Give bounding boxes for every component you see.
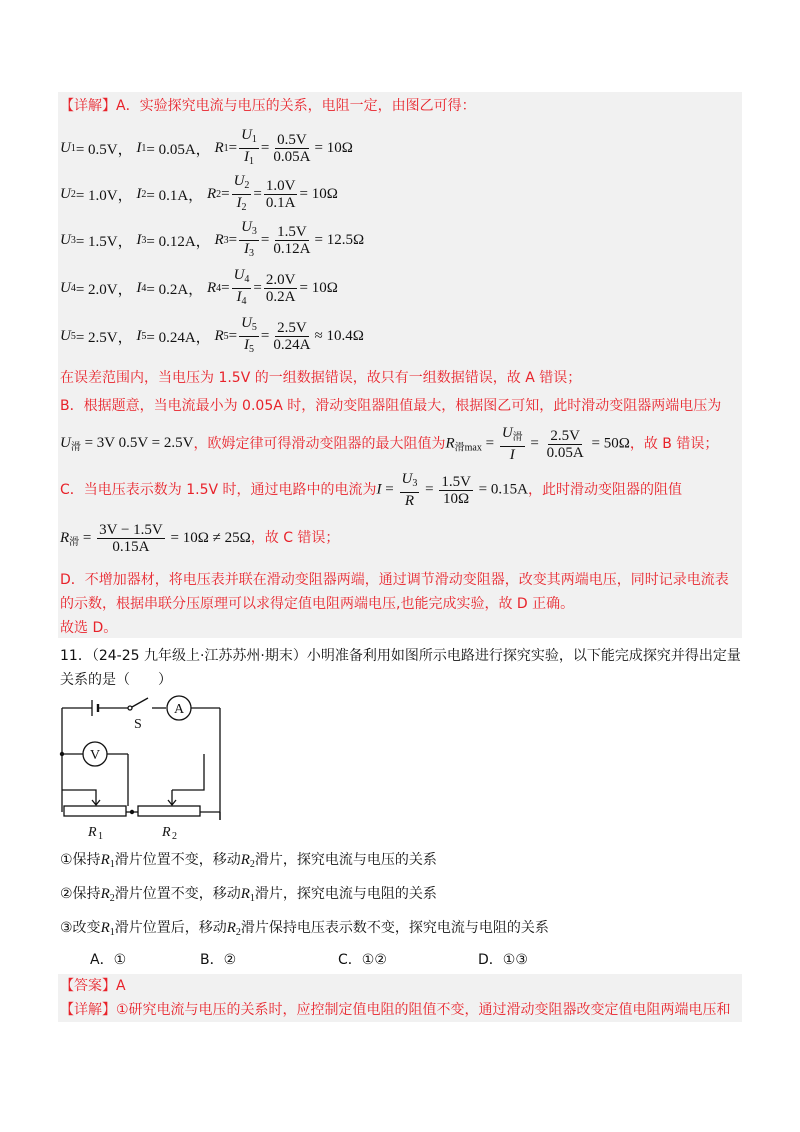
- statement-middle: 滑片位置不变，移动: [114, 852, 241, 868]
- equals-sign: =: [260, 231, 270, 248]
- fraction: [97, 522, 165, 555]
- fraction-denominator-sub: 2: [241, 201, 247, 213]
- result-value: = 10Ω: [299, 185, 338, 202]
- fraction-denominator-var: I: [509, 447, 515, 463]
- fraction-denominator-value: 0.2A: [265, 288, 296, 305]
- fraction: [400, 471, 420, 509]
- fraction: [545, 428, 586, 461]
- fraction-numerator-sub: 1: [251, 133, 257, 145]
- equals-sign: =: [228, 231, 238, 248]
- fraction-numerator-value: 2.5V: [277, 319, 307, 336]
- fraction-denominator-value: 0.05A: [273, 148, 311, 165]
- equals-sign: =: [485, 435, 495, 452]
- current-value: = 0.05A，: [146, 141, 211, 158]
- statement-1: [60, 850, 437, 875]
- u-variable: U: [60, 327, 71, 344]
- fraction-denominator-var: I: [244, 336, 249, 353]
- statement-prefix: ①保持: [60, 852, 101, 868]
- fraction: [271, 224, 312, 257]
- r-variable: R: [206, 185, 217, 202]
- r-subscript: 3: [223, 234, 229, 246]
- option-c-formula: [60, 516, 339, 560]
- fraction: [271, 320, 312, 353]
- u-subscript: 4: [70, 282, 76, 294]
- equals-sign: =: [228, 139, 238, 156]
- detail-line: [60, 1000, 731, 1020]
- fraction-denominator-var: R: [404, 493, 414, 509]
- detail-tag: 【详解】: [60, 1002, 116, 1018]
- fraction-numerator-var: U: [241, 218, 252, 235]
- i-subscript: 3: [141, 234, 147, 246]
- equals-sign: =: [260, 327, 270, 344]
- result-value: ≈ 10.4Ω: [314, 327, 364, 344]
- question-11-stem: [60, 646, 741, 666]
- fraction: [500, 425, 525, 463]
- result-value: = 12.5Ω: [314, 231, 365, 248]
- resistor-variable: R: [100, 920, 110, 936]
- ammeter-label: A: [173, 702, 185, 717]
- equals-sign: =: [221, 279, 230, 296]
- fraction: [264, 178, 298, 211]
- equals-sign: =: [260, 139, 270, 156]
- u-subscript: 3: [70, 234, 76, 246]
- voltage-value: = 1.5V，: [75, 233, 133, 250]
- option-d-line-2: 的示数，根据串联分压原理可以求得定值电阻两端电压,也能完成实验，故 D 正确。: [60, 596, 575, 612]
- i-subscript: 5: [141, 330, 147, 342]
- fraction-numerator-value: 0.5V: [277, 131, 307, 148]
- fraction-numerator-value: 2.5V: [550, 427, 580, 444]
- result-value: = 10Ω ≠ 25Ω: [170, 529, 251, 546]
- equals-sign: =: [530, 435, 539, 452]
- current-value: = 0.2A，: [146, 281, 204, 298]
- resistor-variable: R: [226, 920, 236, 936]
- fraction-numerator-value: 1.5V: [441, 473, 471, 490]
- resistor-variable: R: [100, 886, 110, 902]
- question-number: 11．: [60, 648, 92, 664]
- option-d[interactable]: D．①③: [478, 952, 528, 968]
- resistor-variable: R: [240, 886, 250, 902]
- fraction: [239, 127, 259, 170]
- result-value: = 10Ω: [314, 139, 353, 156]
- result-value: = 0.15A: [478, 481, 528, 498]
- option-b[interactable]: B．②: [200, 952, 237, 968]
- r-variable: R: [445, 435, 455, 452]
- i-variable: I: [136, 139, 142, 156]
- equals-sign: =: [253, 185, 262, 202]
- fraction-denominator-value: 0.12A: [273, 240, 311, 257]
- statement-suffix: 滑片，探究电流与电阻的关系: [254, 886, 437, 902]
- u-variable: U: [60, 279, 71, 296]
- option-c-text: C．当电压表示数为 1.5V 时，通过电路中的电流为: [60, 482, 377, 498]
- fraction: [439, 474, 473, 507]
- resistor-r2-icon: [138, 806, 200, 816]
- conclusion: 故选 D。: [60, 620, 118, 636]
- fraction-denominator-sub: 3: [249, 247, 254, 259]
- fraction-denominator-value: 0.24A: [273, 336, 311, 353]
- calc-row: [60, 128, 353, 168]
- i-variable: I: [136, 327, 142, 344]
- r-subscript: 滑: [69, 536, 80, 548]
- fraction-numerator-sub: 4: [244, 273, 250, 285]
- i-variable: I: [376, 481, 382, 498]
- switch-label: S: [134, 717, 142, 732]
- i-subscript: 2: [141, 188, 147, 200]
- answer-line: [60, 976, 126, 996]
- u-subscript: 5: [70, 330, 76, 342]
- option-d-line-1: D．不增加器材，将电压表并联在滑动变阻器两端，通过调节滑动变阻器，改变其两端电压，同时记录电流表: [60, 572, 729, 588]
- question-stem-line-2: 关系的是（ ）: [60, 672, 172, 688]
- i-subscript: 1: [141, 142, 147, 154]
- equals-sign: =: [221, 185, 230, 202]
- circuit-diagram: [56, 692, 226, 842]
- fraction-numerator-var: U: [241, 126, 252, 143]
- r2-label: R: [162, 825, 171, 840]
- resistor-subscript: 2: [109, 893, 115, 904]
- resistor-subscript: 1: [249, 893, 255, 904]
- statement-3: [60, 918, 549, 943]
- current-value: = 0.24A，: [146, 329, 211, 346]
- i-variable: I: [136, 279, 142, 296]
- resistor-subscript: 1: [109, 927, 115, 938]
- result-value: = 10Ω: [299, 279, 338, 296]
- statement-prefix: ②保持: [60, 886, 101, 902]
- fraction-numerator-var: U: [241, 314, 252, 331]
- fraction-denominator-value: 0.05A: [546, 444, 584, 461]
- fraction-denominator-sub: 1: [249, 155, 254, 167]
- r-subscript: 4: [216, 282, 222, 294]
- fraction-numerator-value: 1.0V: [265, 177, 296, 194]
- r-subscript: 滑max: [454, 442, 482, 454]
- fraction-numerator-var: U: [233, 172, 245, 189]
- option-b-conclusion: ，故 B 错误；: [629, 436, 719, 452]
- error-line: 在误差范围内，当电压为 1.5V 的一组数据错误，故只有一组数据错误，故 A 错误；: [60, 370, 582, 386]
- fraction: [239, 315, 259, 358]
- r-variable: R: [60, 529, 70, 546]
- switch-lever-icon: [132, 698, 148, 707]
- fraction-numerator-sub: 滑: [512, 432, 523, 443]
- junction-dot: [60, 752, 64, 756]
- statement-2: [60, 884, 437, 909]
- result-value: = 50Ω: [591, 435, 630, 452]
- fraction-numerator-value: 1.5V: [277, 223, 307, 240]
- fraction: [264, 272, 298, 305]
- r-subscript: 2: [216, 188, 222, 200]
- voltmeter-label: V: [89, 748, 101, 763]
- detail-heading: [60, 96, 476, 116]
- answer-tag: 【答案】: [60, 978, 116, 994]
- resistor-subscript: 2: [249, 859, 255, 870]
- equals-sign: =: [425, 481, 434, 498]
- calc-row: [60, 174, 338, 214]
- voltage-value: = 2.5V，: [75, 329, 133, 346]
- u-subscript: 2: [70, 188, 76, 200]
- question-source: （24-25 九年级上·江苏苏州·期末）: [91, 648, 307, 664]
- fraction-denominator-sub: 4: [241, 295, 247, 307]
- r-variable: R: [206, 279, 217, 296]
- voltage-value: = 0.5V，: [75, 141, 133, 158]
- resistor-subscript: 2: [235, 927, 241, 938]
- equals-sign: =: [82, 529, 92, 546]
- fraction-denominator-var: I: [244, 148, 249, 165]
- u-variable: U: [60, 435, 71, 451]
- resistor-subscript: 1: [109, 859, 115, 870]
- fraction: [232, 173, 252, 216]
- equals-sign: =: [228, 327, 238, 344]
- voltage-difference: = 3V 0.5V = 2.5V: [84, 435, 194, 451]
- option-c-conclusion: ，故 C 错误；: [250, 530, 340, 546]
- statement-suffix: 滑片保持电压表示数不变，探究电流与电阻的关系: [240, 920, 549, 936]
- u-variable: U: [60, 185, 71, 202]
- detail-text: ①研究电流与电压的关系时，应控制定值电阻的阻值不变，通过滑动变阻器改变定值电阻两端电压和: [116, 1002, 731, 1018]
- fraction-numerator-sub: 5: [251, 321, 257, 333]
- option-a-intro: A．实验探究电流与电压的关系，电阻一定，由图乙可得：: [116, 98, 476, 114]
- voltage-value: = 2.0V，: [75, 281, 133, 298]
- junction-dot: [130, 810, 134, 814]
- equals-sign: =: [385, 481, 394, 498]
- fraction-numerator-sub: 3: [412, 478, 418, 489]
- fraction-denominator-value: 0.15A: [112, 538, 150, 555]
- fraction: [239, 219, 259, 262]
- r1-subscript: 1: [98, 831, 103, 842]
- resistor-variable: R: [240, 852, 250, 868]
- fraction-denominator-value: 0.1A: [265, 194, 296, 211]
- u-variable: U: [60, 139, 71, 156]
- i-variable: I: [136, 185, 142, 202]
- calc-row: [60, 220, 364, 260]
- fraction-denominator-value: 10Ω: [443, 490, 470, 507]
- option-c-tail: ，此时滑动变阻器的阻值: [527, 482, 682, 498]
- statement-prefix: ③改变: [60, 920, 101, 936]
- option-b-formula: [60, 422, 718, 466]
- r-subscript: 1: [223, 142, 229, 154]
- resistor-r1-icon: [64, 806, 126, 816]
- r-subscript: 5: [223, 330, 229, 342]
- answer-value: A: [116, 978, 126, 994]
- detail-tag: 【详解】: [60, 98, 116, 114]
- fraction-numerator-sub: 2: [244, 179, 250, 191]
- switch-contact-icon: [128, 706, 132, 710]
- fraction-denominator-var: I: [236, 194, 242, 211]
- i-variable: I: [136, 231, 142, 248]
- r-variable: R: [214, 139, 224, 156]
- option-b-line: B．根据题意，当电流最小为 0.05A 时，滑动变阻器阻值最大，根据图乙可知，此时滑动变阻器两端电压为: [60, 398, 722, 414]
- calc-row: [60, 268, 338, 308]
- r-variable: R: [214, 231, 224, 248]
- u-subscript: 1: [70, 142, 76, 154]
- i-subscript: 4: [141, 282, 147, 294]
- fraction-denominator-var: I: [236, 288, 242, 305]
- resistor-variable: R: [100, 852, 110, 868]
- fraction-numerator-var: U: [401, 471, 413, 487]
- r2-subscript: 2: [172, 831, 177, 842]
- ohm-law-text: ，欧姆定律可得滑动变阻器的最大阻值为: [193, 436, 446, 452]
- fraction: [271, 132, 312, 165]
- u-variable: U: [60, 231, 71, 248]
- current-value: = 0.12A，: [146, 233, 211, 250]
- fraction-denominator-var: I: [244, 240, 249, 257]
- r1-label: R: [88, 825, 97, 840]
- fraction-numerator-sub: 3: [251, 225, 257, 237]
- statement-middle: 滑片位置不变，移动: [114, 886, 241, 902]
- option-c[interactable]: C．①②: [338, 952, 387, 968]
- option-c-line: [60, 468, 682, 512]
- fraction-numerator-value: 2.0V: [265, 271, 296, 288]
- u-subscript: 滑: [70, 442, 81, 453]
- equals-sign: =: [253, 279, 262, 296]
- question-stem-line-1: 小明准备利用如图所示电路进行探究实验，以下能完成探究并得出定量: [306, 648, 741, 664]
- fraction: [232, 267, 252, 310]
- fraction-numerator-value: 3V − 1.5V: [99, 521, 163, 538]
- option-a[interactable]: A．①: [90, 952, 127, 968]
- fraction-numerator-var: U: [501, 425, 513, 441]
- statement-middle: 滑片位置后，移动: [114, 920, 227, 936]
- statement-suffix: 滑片，探究电流与电压的关系: [254, 852, 437, 868]
- r-variable: R: [214, 327, 224, 344]
- fraction-numerator-var: U: [233, 266, 245, 283]
- current-value: = 0.1A，: [146, 187, 204, 204]
- fraction-denominator-sub: 5: [249, 343, 254, 355]
- calc-row: [60, 316, 364, 356]
- voltage-value: = 1.0V，: [75, 187, 133, 204]
